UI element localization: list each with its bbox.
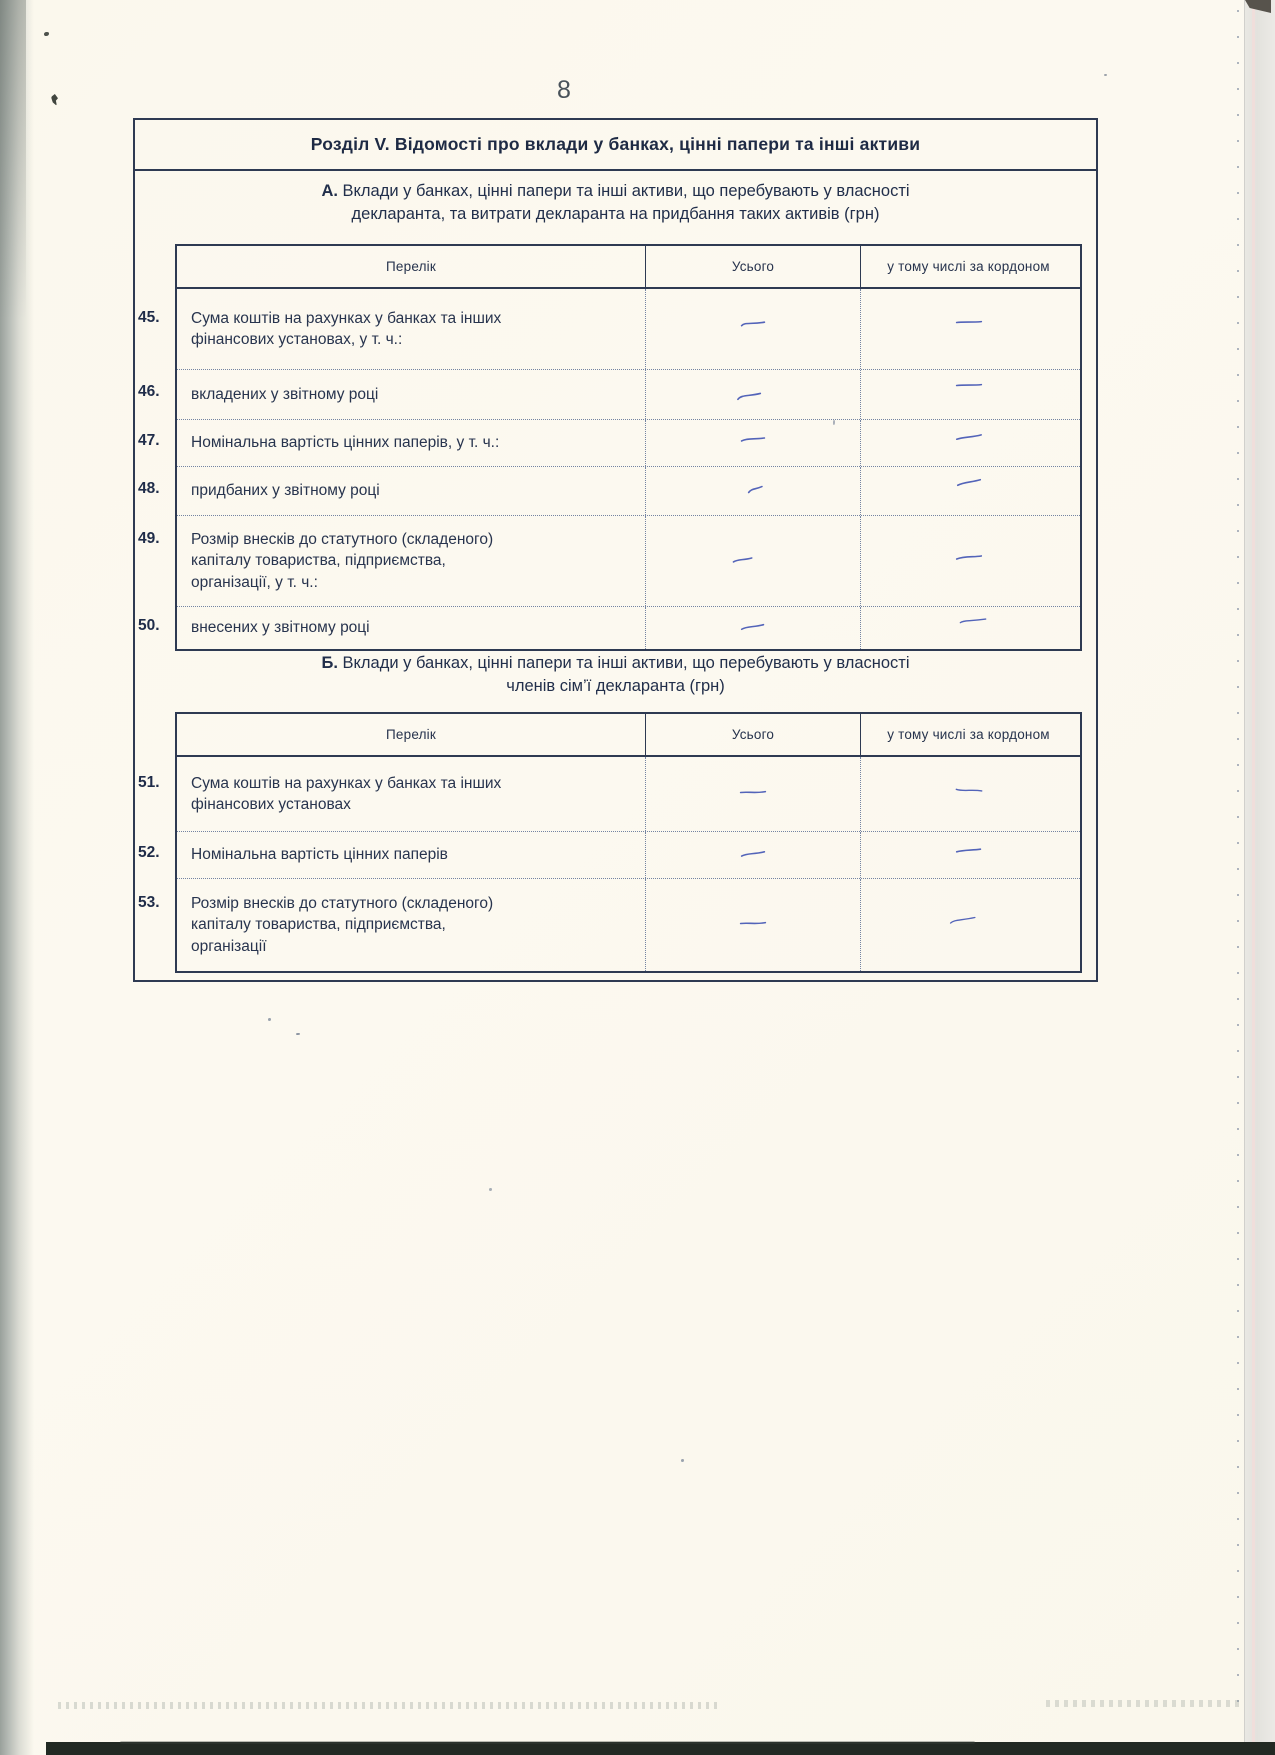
table-row [138, 370, 1080, 420]
total-cell [646, 757, 861, 831]
abroad-cell [861, 289, 1076, 369]
scan-speck [489, 1188, 492, 1191]
ink-dash [738, 619, 769, 633]
row-number: 47. [138, 432, 160, 449]
total-cell [646, 289, 861, 369]
subsection-b-heading [135, 652, 1096, 698]
row-number: 45. [138, 309, 160, 326]
ink-dash [740, 480, 771, 496]
row-number: 46. [138, 383, 160, 400]
row-label: Сума коштів на рахунках у банках та інших фінансових установах [191, 774, 502, 813]
scan-speck [268, 1018, 271, 1021]
row-number: 52. [138, 844, 160, 861]
subsection-b-heading-line2: членів сім’ї декларанта (грн) [506, 677, 725, 695]
row-number: 49. [138, 530, 160, 547]
left-edge-dark-top [0, 0, 26, 320]
ink-dash [953, 844, 983, 856]
scan-speck [51, 94, 58, 106]
bottom-scan-shadow [120, 1741, 975, 1744]
row-number: 50. [138, 617, 160, 634]
row-label: Розмір внесків до статутного (складеного) капіталу товариства, підприємства, організації [191, 894, 494, 955]
subsection-b-letter: Б. [321, 654, 338, 672]
scan-noise-bar [58, 1702, 718, 1709]
abroad-cell [861, 370, 1076, 419]
table-row [138, 420, 1080, 467]
total-cell [646, 370, 861, 419]
total-cell [646, 516, 861, 606]
row-number: 48. [138, 480, 160, 497]
ink-dash [738, 433, 769, 446]
subsection-a-heading [135, 180, 1096, 226]
table-row [138, 289, 1080, 370]
row-label: Сума коштів на рахунках у банках та інших фінансових установах, у т. ч.: [191, 309, 502, 348]
total-cell [646, 420, 861, 466]
abroad-cell [861, 467, 1076, 515]
scan-noise-bar [1046, 1700, 1241, 1707]
scan-speck [296, 1033, 300, 1035]
scan-speck [1104, 74, 1107, 76]
abroad-cell [861, 757, 1076, 831]
ink-dash [734, 388, 765, 402]
row-label: Номінальна вартість цінних паперів, у т. ч.: [191, 434, 500, 452]
table-row [138, 467, 1080, 516]
column-header-abroad: у тому числі за кордоном [887, 727, 1050, 742]
ink-dash [738, 918, 768, 929]
ink-dash [953, 784, 983, 796]
table-row [138, 879, 1080, 971]
row-label: вкладених у звітному році [191, 385, 379, 403]
table-b [138, 712, 1082, 973]
ink-dash [947, 912, 978, 926]
row-number: 51. [138, 774, 160, 791]
column-header-usogo: Усього [646, 714, 861, 755]
total-cell [646, 879, 861, 971]
table-row [138, 516, 1080, 607]
abroad-cell [861, 516, 1076, 606]
subsection-a-heading-line1: Вклади у банках, цінні папери та інші активи, що перебувають у власності [337, 182, 910, 200]
total-cell [646, 607, 861, 649]
row-label: Розмір внесків до статутного (складеного) капіталу товариства, підприємства, організації, у т. ч.: [191, 530, 494, 591]
table-row [138, 607, 1080, 649]
column-header-perelik: Перелік [177, 714, 646, 755]
column-header-perelik: Перелік [177, 246, 646, 287]
ink-dash [953, 551, 984, 564]
ink-dash [738, 317, 768, 329]
table-b-header-row [177, 714, 1080, 757]
ink-dash [954, 317, 984, 328]
ink-dash [954, 380, 984, 391]
right-page-edge-line [1252, 0, 1255, 1755]
abroad-cell [861, 879, 1076, 971]
section-v-box [133, 118, 1098, 982]
abroad-cell [861, 420, 1076, 466]
row-label: придбаних у звітному році [191, 482, 380, 500]
subsection-a-heading-line2: декларанта, та витрати декларанта на придбання таких активів (грн) [351, 205, 880, 223]
subsection-a-letter: А. [321, 182, 338, 200]
row-label: внесених у звітному році [191, 619, 370, 637]
column-header-usogo: Усього [646, 246, 861, 287]
ink-dash [957, 614, 988, 627]
right-speck-column [1237, 10, 1239, 1710]
section-title-band [135, 120, 1096, 171]
subsection-b-heading-line1: Вклади у банках, цінні папери та інші активи, що перебувають у власності [337, 654, 910, 672]
table-row [138, 757, 1080, 832]
total-cell [646, 467, 861, 515]
table-a-header-row [177, 246, 1080, 289]
ink-dash [953, 430, 984, 443]
ink-dash [953, 475, 984, 489]
page-number: 8 [557, 76, 571, 104]
row-label: Номінальна вартість цінних паперів [191, 846, 448, 864]
abroad-cell [861, 607, 1076, 649]
table-row [138, 832, 1080, 879]
column-header-abroad: у тому числі за кордоном [887, 259, 1050, 274]
ink-dash [738, 787, 768, 798]
ink-dash [738, 846, 769, 859]
scan-speck [44, 32, 49, 36]
table-a [138, 244, 1082, 651]
ink-dash [728, 552, 759, 565]
total-cell [646, 832, 861, 878]
section-title: Розділ V. Відомості про вклади у банках, цінні папери та інші активи [310, 134, 921, 154]
row-number: 53. [138, 894, 160, 911]
abroad-cell [861, 832, 1076, 878]
right-page-edge-band [1244, 0, 1275, 1755]
scan-speck [681, 1459, 684, 1462]
